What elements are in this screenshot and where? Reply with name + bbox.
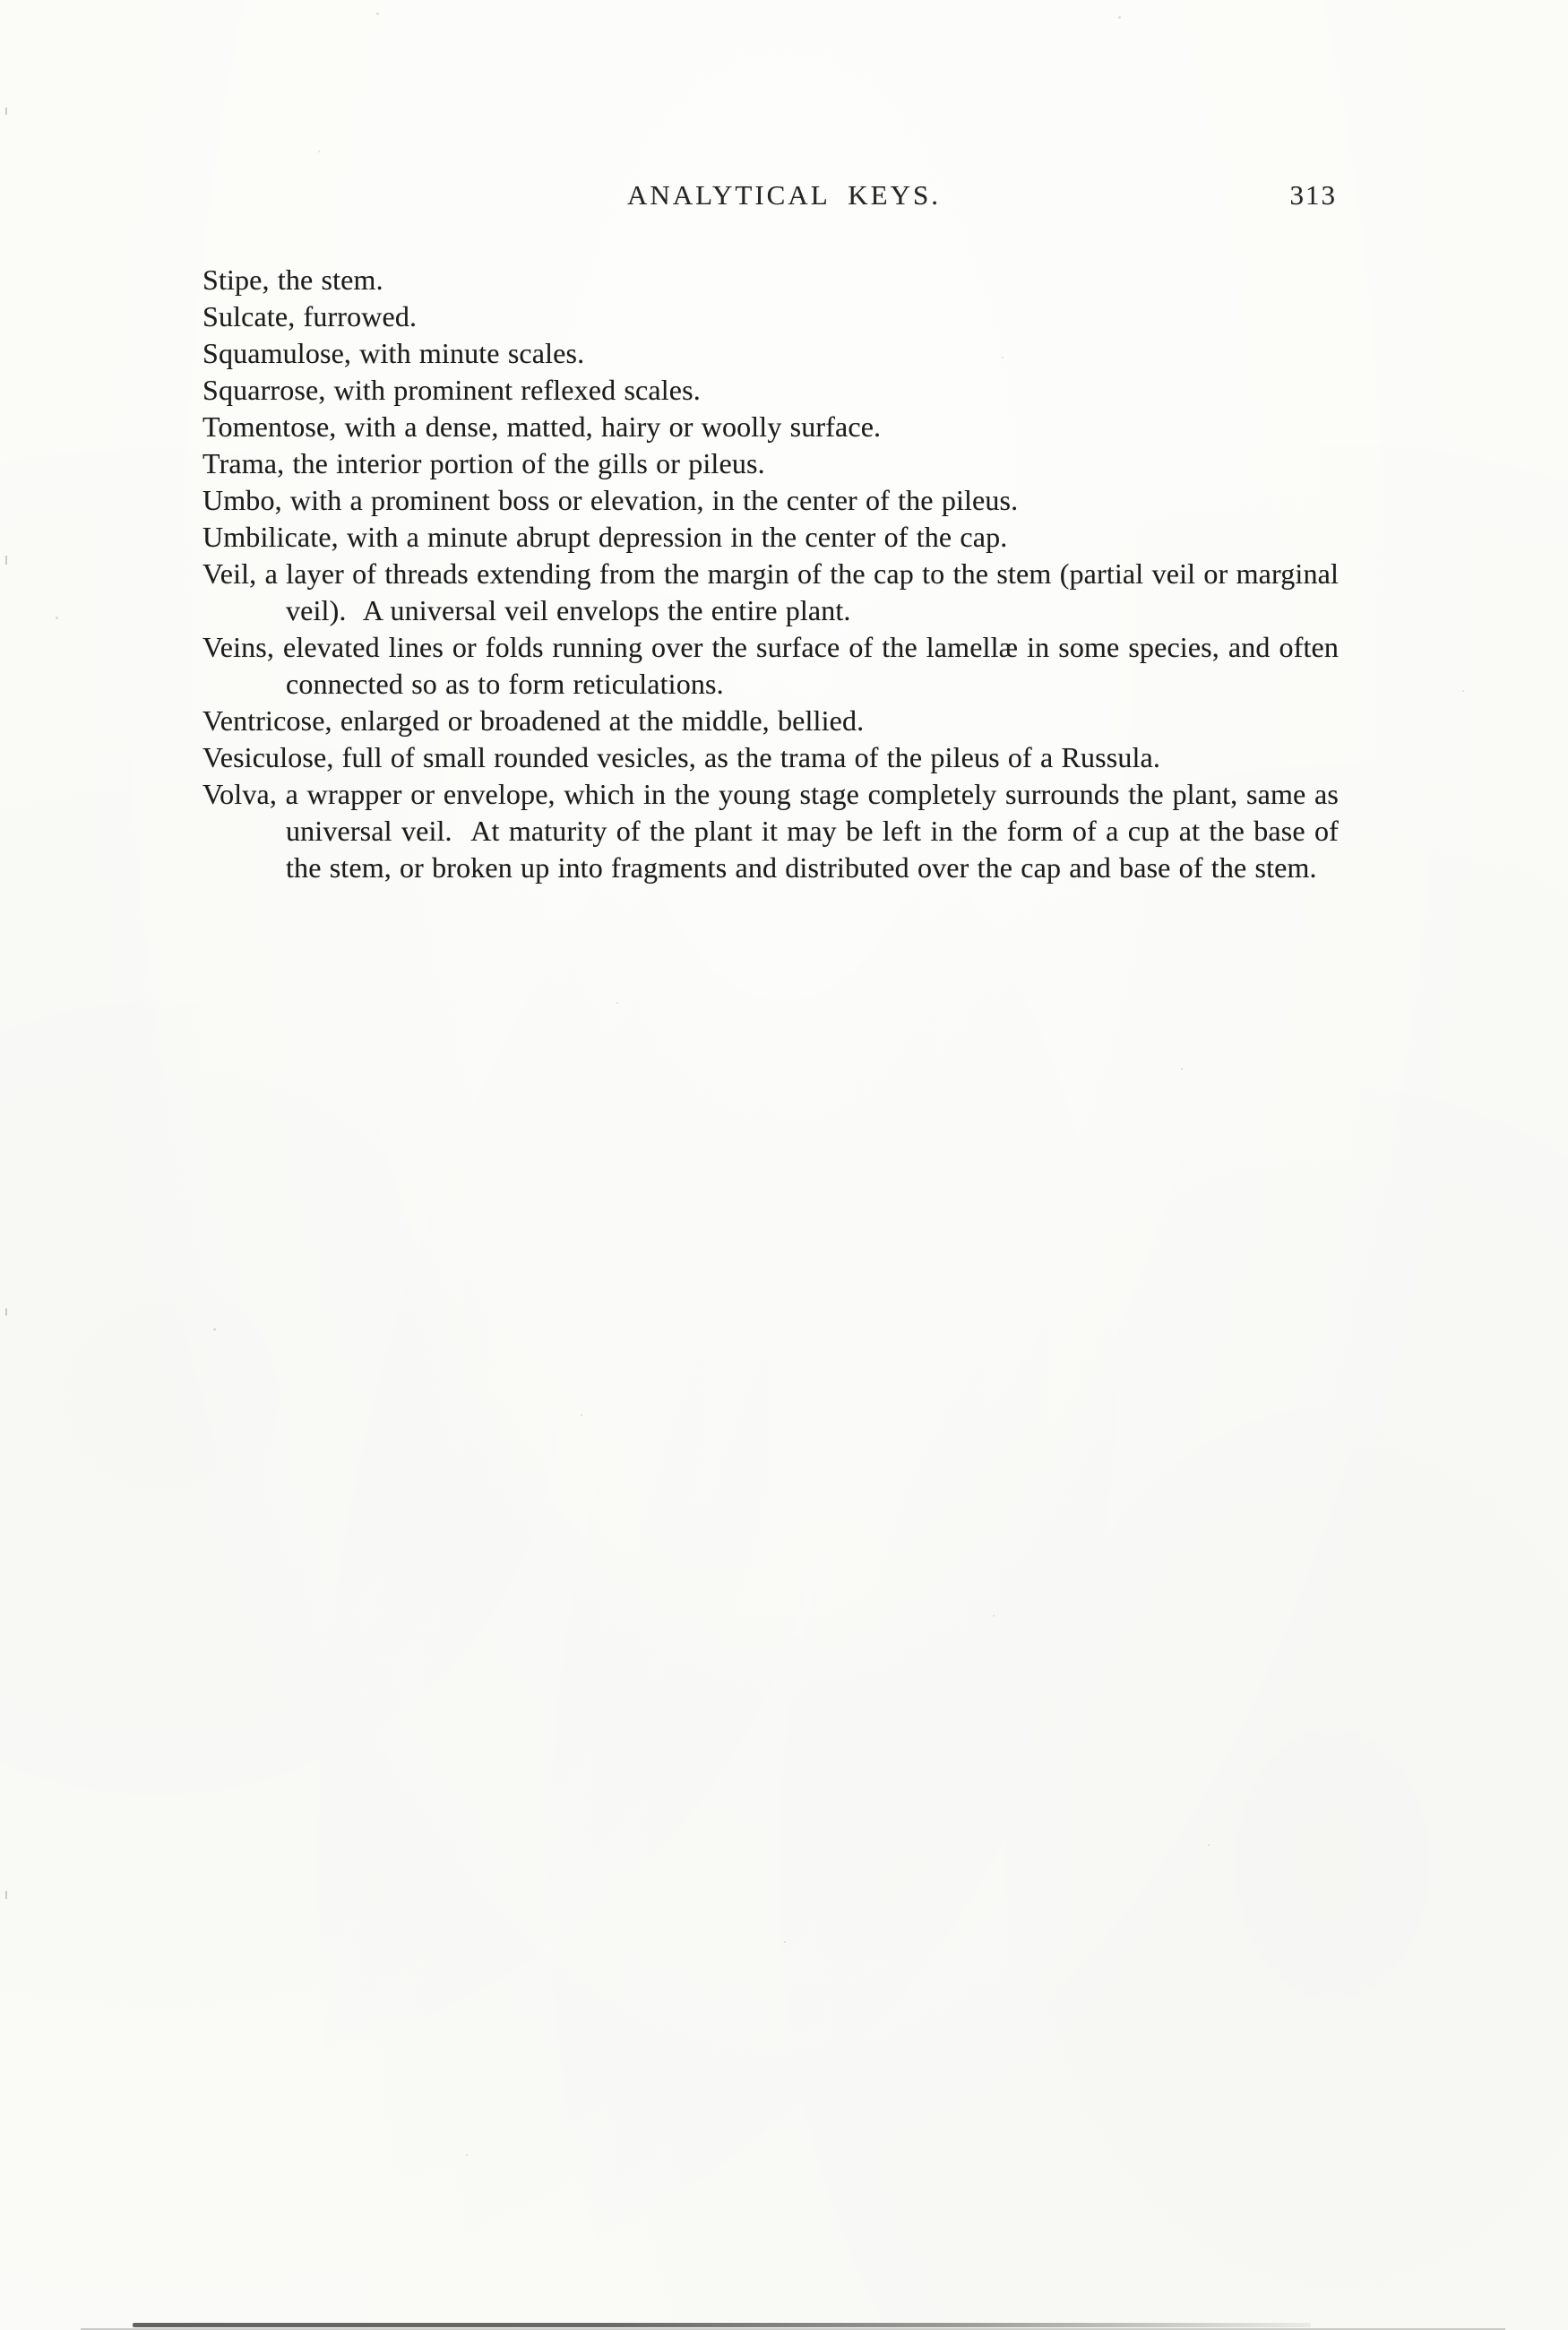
definition: with prominent reflexed scales. bbox=[333, 374, 701, 406]
term: Sulcate, bbox=[202, 300, 296, 332]
term: Umbilicate, bbox=[202, 521, 339, 553]
scan-edge-mark bbox=[5, 1308, 7, 1316]
glossary-list bbox=[202, 262, 1339, 886]
definition: the stem. bbox=[277, 263, 383, 296]
definition: with a minute abrupt depression in the center of the cap. bbox=[346, 521, 1008, 553]
glossary-entry-stipe bbox=[202, 262, 1339, 298]
scan-edge-mark bbox=[5, 1891, 7, 1899]
scan-speck bbox=[56, 617, 58, 619]
term: Veil, bbox=[202, 557, 257, 590]
page-number: 313 bbox=[1289, 179, 1337, 211]
scan-speck bbox=[213, 1328, 216, 1331]
term: Veins, bbox=[202, 631, 275, 663]
scan-edge-artifact bbox=[133, 2323, 1311, 2327]
definition: with a dense, matted, hairy or woolly surface. bbox=[344, 410, 882, 443]
term: Volva, bbox=[202, 778, 277, 810]
scan-speck bbox=[581, 1414, 582, 1416]
definition: elevated lines or folds running over the surface of the lamellæ in some species, and often connected so as to form reticulations. bbox=[282, 631, 1340, 700]
glossary-entry-vesiculose bbox=[202, 739, 1339, 776]
term: Umbo, bbox=[202, 484, 282, 516]
scan-edge-mark bbox=[5, 108, 7, 115]
definition: full of small rounded vesicles, as the trama of the pileus of a Russula. bbox=[341, 741, 1161, 773]
scan-speck bbox=[993, 1615, 995, 1617]
scan-speck bbox=[1002, 357, 1004, 358]
definition: the interior portion of the gills or pileus. bbox=[292, 447, 765, 479]
glossary-entry-volva bbox=[202, 776, 1339, 886]
scan-speck bbox=[1208, 1844, 1210, 1846]
scan-edge-mark bbox=[5, 556, 7, 565]
glossary-entry-umbo bbox=[202, 482, 1339, 519]
term: Vesiculose, bbox=[202, 741, 334, 773]
definition: furrowed. bbox=[303, 300, 418, 332]
scan-speck bbox=[318, 151, 320, 152]
term: Squamulose, bbox=[202, 337, 352, 369]
definition: a layer of threads extending from the margin of the cap to the stem (partial veil or marginal veil). A universal veil envelops the entire plant. bbox=[264, 557, 1339, 626]
scan-speck bbox=[376, 13, 379, 15]
scan-speck bbox=[1118, 16, 1121, 19]
glossary-entry-veins bbox=[202, 629, 1339, 703]
term: Tomentose, bbox=[202, 410, 337, 443]
glossary-entry-sulcate bbox=[202, 298, 1339, 335]
definition: a wrapper or envelope, which in the young stage completely surrounds the plant, same as universal veil. At maturity of the plant it may be left in the form of a cup at the base of the stem, or broken up into fragments and distributed over the cap and base of the stem. bbox=[285, 778, 1339, 884]
glossary-entry-ventricose bbox=[202, 703, 1339, 739]
scan-speck bbox=[616, 1002, 618, 1004]
scan-speck bbox=[466, 2154, 468, 2156]
glossary-entry-veil bbox=[202, 556, 1339, 629]
running-title: ANALYTICAL KEYS. bbox=[627, 179, 941, 211]
scan-speck bbox=[784, 1941, 786, 1943]
glossary-entry-umbilicate bbox=[202, 519, 1339, 556]
scan-speck bbox=[1462, 690, 1464, 692]
definition: enlarged or broadened at the middle, bellied. bbox=[340, 704, 865, 737]
glossary-entry-trama bbox=[202, 445, 1339, 482]
glossary-entry-tomentose bbox=[202, 409, 1339, 445]
definition: with minute scales. bbox=[359, 337, 585, 369]
definition: with a prominent boss or elevation, in the center of the pileus. bbox=[289, 484, 1019, 516]
scan-speck bbox=[1181, 1068, 1183, 1070]
term: Squarrose, bbox=[202, 374, 326, 406]
term: Stipe, bbox=[202, 263, 270, 296]
term: Ventricose, bbox=[202, 704, 332, 737]
term: Trama, bbox=[202, 447, 285, 479]
glossary-entry-squamulose bbox=[202, 335, 1339, 372]
glossary-entry-squarrose bbox=[202, 372, 1339, 409]
